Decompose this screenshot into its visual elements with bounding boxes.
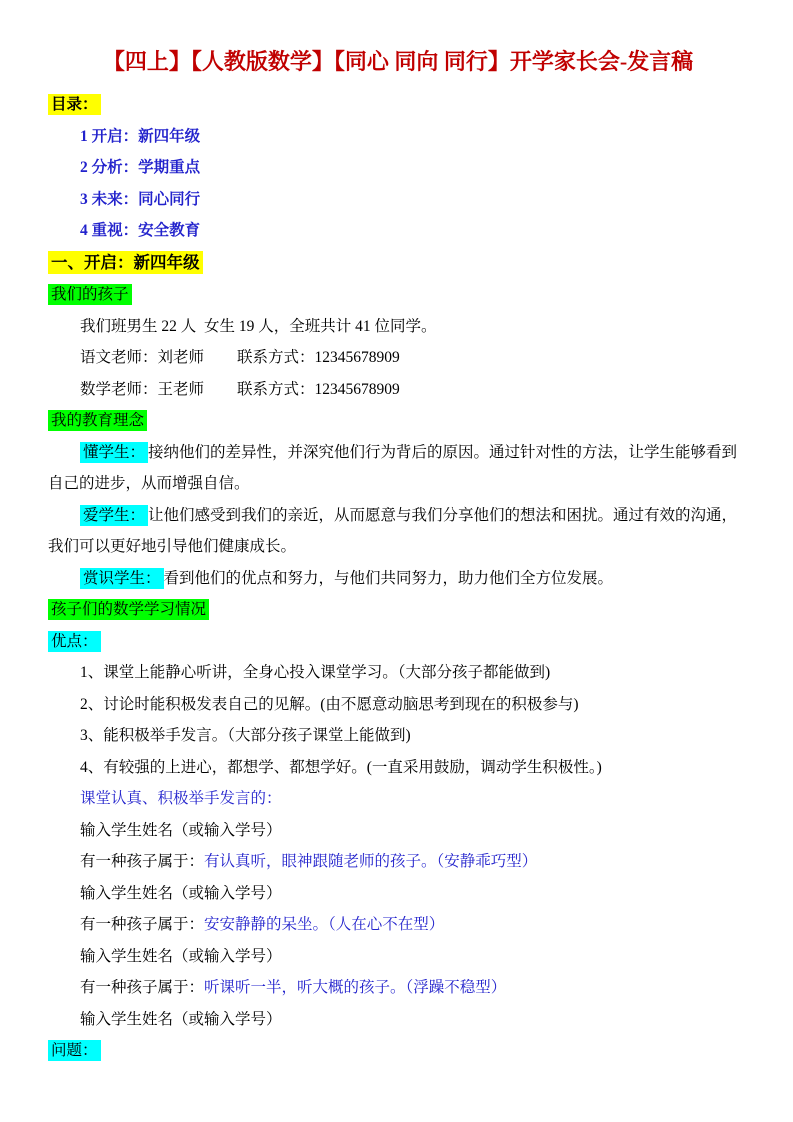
teacher-row-math — [48, 374, 748, 406]
teacher-name: 数学老师：王老师 — [80, 380, 205, 398]
child-type-quiet-attentive — [48, 846, 748, 878]
toc-label-line — [48, 89, 748, 121]
child-type-prefix: 有一种孩子属于： — [80, 979, 205, 996]
student-name-placeholder: 输入学生姓名（或输入学号） — [80, 947, 282, 965]
child-type-prefix: 有一种孩子属于： — [80, 853, 205, 870]
toc-label: 目录： — [48, 94, 101, 115]
child-type-desc: 听课听一半，听大概的孩子。（浮躁不稳型） — [204, 979, 507, 996]
section1-heading-line — [48, 247, 748, 280]
philosophy-term: 懂学生： — [80, 442, 148, 463]
learning-heading: 孩子们的数学学习情况 — [48, 599, 209, 620]
teacher-name: 语文老师：刘老师 — [80, 349, 205, 366]
problems-label-line — [48, 1035, 748, 1067]
philosophy-text: 让他们感受到我们的亲近，从而愿意与我们分享他们的想法和困扰。通过有效的沟通，我们可以更好地引导他们健康成长。 — [48, 506, 738, 555]
child-type-restless — [48, 972, 748, 1004]
section1-heading: 一、开启：新四年级 — [48, 251, 203, 274]
philosophy-text: 看到他们的优点和努力，与他们共同努力，助力他们全方位发展。 — [163, 569, 614, 587]
philosophy-appreciate — [48, 563, 748, 595]
document-title: 【四上】【人教版数学】【同心 同向 同行】开学家长会-发言稿 — [102, 49, 694, 74]
our-children-heading-line — [48, 279, 748, 311]
student-name-placeholder: 输入学生姓名（或输入学号） — [80, 1010, 282, 1028]
advantages-label-line — [48, 626, 748, 658]
teacher-row-chinese — [48, 342, 748, 374]
toc-item-2: 2 分析：学期重点 — [80, 159, 201, 176]
teacher-contact: 联系方式：12345678909 — [237, 380, 400, 398]
student-name-placeholder: 输入学生姓名（或输入学号） — [80, 821, 282, 839]
student-name-placeholder: 输入学生姓名（或输入学号） — [80, 884, 282, 902]
advantage-item-2: 2、讨论时能积极发表自己的见解。(由不愿意动脑思考到现在的积极参与) — [80, 695, 579, 713]
child-type-prefix: 有一种孩子属于： — [80, 916, 205, 933]
philosophy-text: 接纳他们的差异性，并深究他们行为背后的原因。通过针对性的方法，让学生能够看到自己的进步，从而增强自信。 — [48, 443, 738, 492]
child-type-desc: 有认真听，眼神跟随老师的孩子。（安静乖巧型） — [204, 853, 538, 870]
learning-heading-line — [48, 594, 748, 626]
philosophy-term: 爱学生： — [80, 505, 148, 526]
our-children-heading: 我们的孩子 — [48, 284, 132, 305]
advantages-label: 优点： — [48, 631, 101, 652]
teacher-contact: 联系方式：12345678909 — [237, 349, 400, 366]
advantage-item-3: 3、能积极举手发言。（大部分孩子课堂上能做到) — [80, 727, 411, 744]
philosophy-heading: 我的教育理念 — [48, 410, 147, 431]
advantage-item-1: 1、课堂上能静心听讲，全身心投入课堂学习。（大部分孩子都能做到) — [80, 664, 551, 681]
advantage-item-4: 4、有较强的上进心，都想学、都想学好。(一直采用鼓励，调动学生积极性。) — [80, 758, 602, 776]
philosophy-love — [48, 500, 748, 563]
philosophy-term: 赏识学生： — [80, 568, 164, 589]
philosophy-understand — [48, 437, 748, 500]
child-type-desc: 安安静静的呆坐。（人在心不在型） — [204, 916, 445, 933]
toc-item-3: 3 未来：同心同行 — [80, 190, 201, 208]
praise-heading: 课堂认真、积极举手发言的： — [80, 790, 282, 807]
toc-item-1: 1 开启：新四年级 — [80, 127, 201, 145]
child-type-absent-minded — [48, 909, 748, 941]
toc-item-4: 4 重视：安全教育 — [80, 222, 201, 239]
problems-label: 问题： — [48, 1040, 101, 1061]
philosophy-heading-line — [48, 405, 748, 437]
class-info: 我们班男生 22 人 女生 19 人，全班共计 41 位同学。 — [80, 317, 437, 335]
